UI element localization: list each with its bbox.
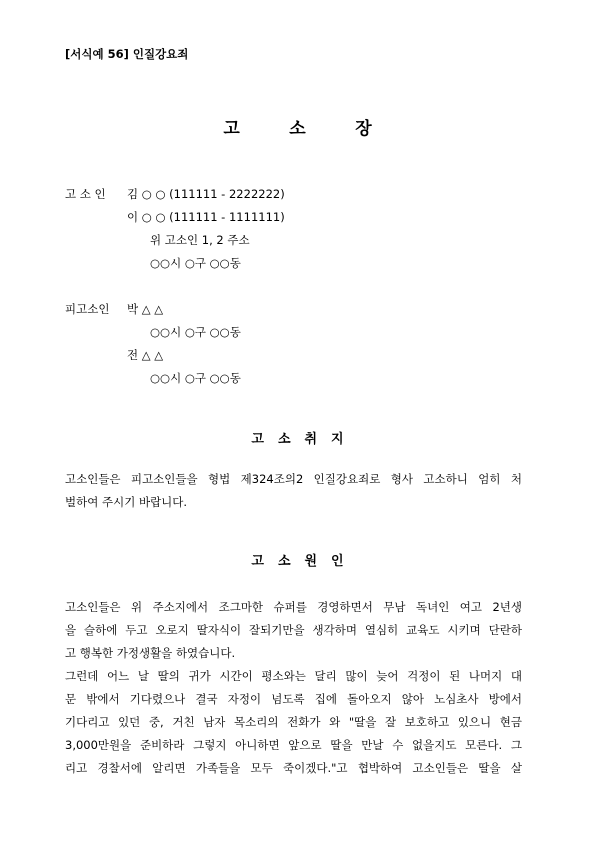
title-char: 장 (355, 119, 372, 139)
heading-char: 소 (277, 432, 291, 447)
purpose-paragraph (65, 468, 522, 514)
paragraph-line: 3,000만원을 준비하라 그렇지 아니하면 앞으로 딸을 만날 수 없을지도 모른다. 그 (65, 738, 522, 752)
title-char: 소 (289, 119, 306, 139)
heading-char: 원 (304, 554, 318, 569)
heading-char: 고 (251, 432, 264, 447)
paragraph-line: 고 행복한 가정생활을 하였습니다. (65, 646, 236, 660)
defendant-address: ○○시 ○구 ○○동 (150, 325, 241, 339)
complainant-address-label: 위 고소인 1, 2 주소 (150, 233, 250, 247)
paragraph-line: 벌하여 주시기 바랍니다. (65, 495, 188, 509)
paragraph-line: 문 밖에서 기다렸으나 결국 자정이 넘도록 집에 돌아오지 않아 노심초사 방에서 (65, 692, 522, 706)
complainant-address: ○○시 ○구 ○○동 (150, 256, 241, 270)
defendant-address: ○○시 ○구 ○○동 (150, 371, 241, 385)
cause-paragraph-1 (65, 596, 522, 665)
complainant-line: 김 ○ ○ (111111 - 2222222) (127, 187, 285, 201)
form-label: [서식예 56] 인질강요죄 (65, 47, 189, 61)
complainant-line: 이 ○ ○ (111111 - 1111111) (127, 210, 285, 224)
title-char: 고 (223, 119, 240, 139)
heading-char: 고 (251, 554, 264, 569)
heading-char: 인 (331, 554, 344, 569)
paragraph-line: 고소인들은 위 주소지에서 조그마한 슈퍼를 경영하면서 무남 독녀인 여고 2년생 (65, 600, 522, 614)
defendant-line: 전 △ △ (127, 348, 164, 362)
defendant-line: 박 △ △ (127, 302, 164, 316)
paragraph-line: 을 슬하에 두고 오로지 딸자식이 잘되기만을 생각하며 열심히 교육도 시키며 단란하 (65, 623, 522, 637)
section-heading-purpose (0, 428, 595, 447)
document-title (0, 114, 595, 139)
paragraph-line: 그런데 어느 날 딸의 귀가 시간이 평소와는 달리 많이 늦어 걱정이 된 나머지 대 (65, 669, 522, 683)
section-heading-cause (0, 550, 595, 569)
paragraph-line: 고소인들은 피고소인들을 형법 제324조의2 인질강요죄로 형사 고소하니 엄히 처 (65, 472, 522, 486)
heading-char: 취 (304, 432, 318, 447)
complainant-role-label: 고 소 인 (65, 187, 106, 201)
heading-char: 지 (331, 432, 344, 447)
cause-paragraph-2 (65, 665, 522, 780)
heading-char: 소 (277, 554, 291, 569)
paragraph-line: 기다리고 있던 중, 거친 남자 목소리의 전화가 와 "딸을 잘 보호하고 있으니 현금 (65, 715, 522, 729)
defendant-role-label: 피고소인 (65, 302, 110, 316)
paragraph-line: 리고 경찰서에 알리면 가족들을 모두 죽이겠다."고 협박하여 고소인들은 딸을 살 (65, 761, 522, 775)
